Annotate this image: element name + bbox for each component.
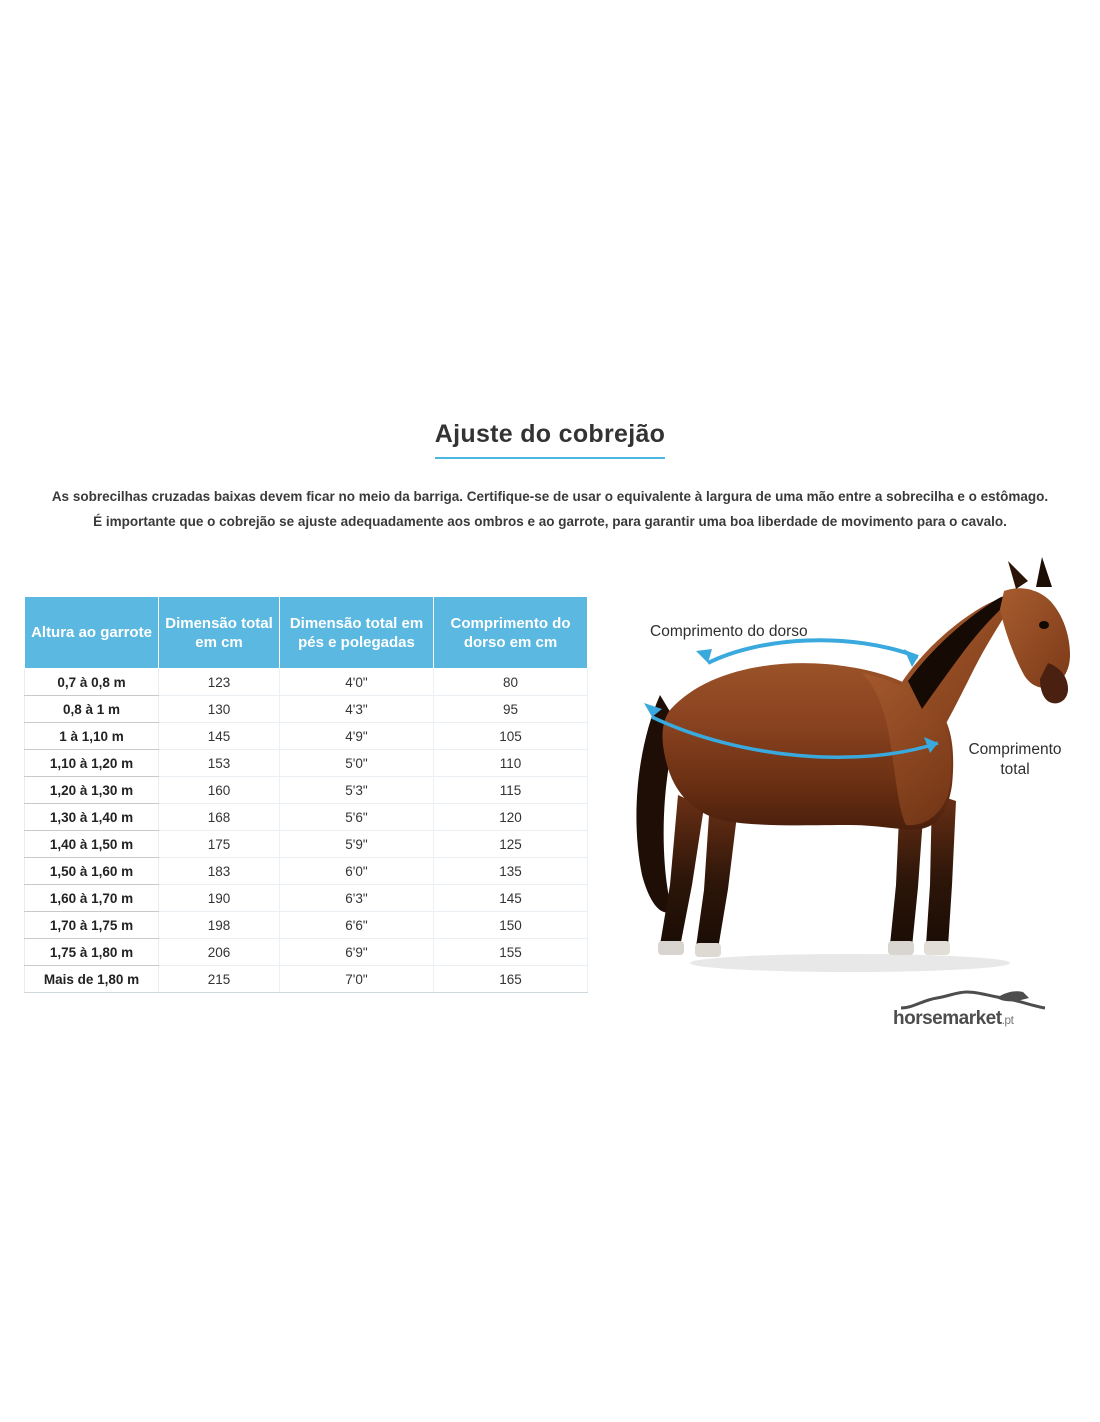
cell-total-feet: 5'3": [280, 777, 434, 804]
label-total-length-line1: Comprimento: [968, 741, 1062, 758]
cell-total-cm: 183: [159, 858, 280, 885]
cell-back-length: 150: [434, 912, 588, 939]
size-chart-table: [24, 596, 588, 993]
cell-back-length: 105: [434, 723, 588, 750]
brand-domain: .pt: [1001, 1013, 1014, 1027]
horse-illustration: [600, 545, 1090, 1015]
table-row: [25, 696, 588, 723]
column-header-back-length: Comprimento do dorso em cm: [434, 597, 588, 669]
cell-back-length: 135: [434, 858, 588, 885]
cell-total-cm: 145: [159, 723, 280, 750]
cell-total-cm: 206: [159, 939, 280, 966]
cell-back-length: 145: [434, 885, 588, 912]
table-header-row: [25, 597, 588, 669]
table-body: [25, 669, 588, 993]
table-row: [25, 858, 588, 885]
cell-height: 1,20 à 1,30 m: [25, 777, 159, 804]
cell-height: 1,50 à 1,60 m: [25, 858, 159, 885]
hind-leg-far: [660, 795, 704, 947]
cell-total-feet: 4'0": [280, 669, 434, 696]
hoof-front-near: [924, 941, 950, 955]
hoof-front-far: [888, 941, 914, 955]
cell-back-length: 80: [434, 669, 588, 696]
table-row: [25, 750, 588, 777]
cell-total-cm: 198: [159, 912, 280, 939]
cell-total-cm: 190: [159, 885, 280, 912]
cell-height: 1,75 à 1,80 m: [25, 939, 159, 966]
horse-ear-far: [1008, 561, 1028, 589]
cell-height: 0,7 à 0,8 m: [25, 669, 159, 696]
table-header: [25, 597, 588, 669]
hoof-hind-far: [658, 941, 684, 955]
label-total-length-line2: total: [1000, 761, 1030, 778]
label-back-length: Comprimento do dorso: [650, 623, 808, 640]
table-row: [25, 912, 588, 939]
brand-logo-text: [893, 1008, 1013, 1030]
column-header-total-feet: Dimensão total em pés e polegadas: [280, 597, 434, 669]
cell-height: 1,10 à 1,20 m: [25, 750, 159, 777]
cell-back-length: 120: [434, 804, 588, 831]
table-row: [25, 669, 588, 696]
table-row: [25, 939, 588, 966]
table-row: [25, 723, 588, 750]
back-length-arrow-line: [708, 640, 918, 663]
cell-height: 1,40 à 1,50 m: [25, 831, 159, 858]
cell-height: 0,8 à 1 m: [25, 696, 159, 723]
brand-name: horsemarket: [893, 1008, 1002, 1029]
cell-total-feet: 4'9": [280, 723, 434, 750]
page-title-wrap: [0, 420, 1100, 459]
cell-back-length: 165: [434, 966, 588, 993]
page-title: Ajuste do cobrejão: [435, 420, 665, 459]
cell-total-feet: 5'6": [280, 804, 434, 831]
table-row: [25, 831, 588, 858]
horse-ear-near: [1036, 557, 1052, 587]
hind-leg-near: [696, 800, 738, 949]
hoof-hind-near: [695, 943, 721, 957]
cell-height: 1 à 1,10 m: [25, 723, 159, 750]
cell-total-feet: 7'0": [280, 966, 434, 993]
table-row: [25, 777, 588, 804]
cell-total-cm: 130: [159, 696, 280, 723]
cell-total-feet: 6'9": [280, 939, 434, 966]
cell-total-cm: 168: [159, 804, 280, 831]
cell-total-feet: 4'3": [280, 696, 434, 723]
cell-back-length: 115: [434, 777, 588, 804]
column-header-total-cm: Dimensão total em cm: [159, 597, 280, 669]
table-row: [25, 966, 588, 993]
cell-total-feet: 6'3": [280, 885, 434, 912]
table-row: [25, 885, 588, 912]
cell-total-cm: 215: [159, 966, 280, 993]
cell-back-length: 110: [434, 750, 588, 777]
cell-total-feet: 5'9": [280, 831, 434, 858]
cell-total-cm: 160: [159, 777, 280, 804]
cell-back-length: 155: [434, 939, 588, 966]
cell-height: Mais de 1,80 m: [25, 966, 159, 993]
table-row: [25, 804, 588, 831]
brand-logo: [893, 990, 1063, 1036]
label-total-length: [950, 740, 1080, 780]
cell-total-feet: 6'0": [280, 858, 434, 885]
cell-total-feet: 5'0": [280, 750, 434, 777]
cell-height: 1,60 à 1,70 m: [25, 885, 159, 912]
intro-line-2: É importante que o cobrejão se ajuste adequadamente aos ombros e ao garrote, para garantir uma boa liberdade de movimento para o cavalo.: [93, 514, 1007, 529]
cell-back-length: 125: [434, 831, 588, 858]
cell-height: 1,30 à 1,40 m: [25, 804, 159, 831]
cell-total-cm: 153: [159, 750, 280, 777]
cell-height: 1,70 à 1,75 m: [25, 912, 159, 939]
column-header-height: Altura ao garrote: [25, 597, 159, 669]
horse-diagram: [600, 545, 1090, 1015]
intro-line-1: As sobrecilhas cruzadas baixas devem ficar no meio da barriga. Certifique-se de usar o equivalente à largura de uma mão entre a sobrecilha e o estômago.: [51, 489, 1049, 504]
intro-text: [0, 484, 1100, 534]
cell-total-feet: 6'6": [280, 912, 434, 939]
cell-total-cm: 123: [159, 669, 280, 696]
cell-total-cm: 175: [159, 831, 280, 858]
horse-eye: [1039, 621, 1049, 629]
cell-back-length: 95: [434, 696, 588, 723]
ground-shadow: [690, 954, 1010, 972]
